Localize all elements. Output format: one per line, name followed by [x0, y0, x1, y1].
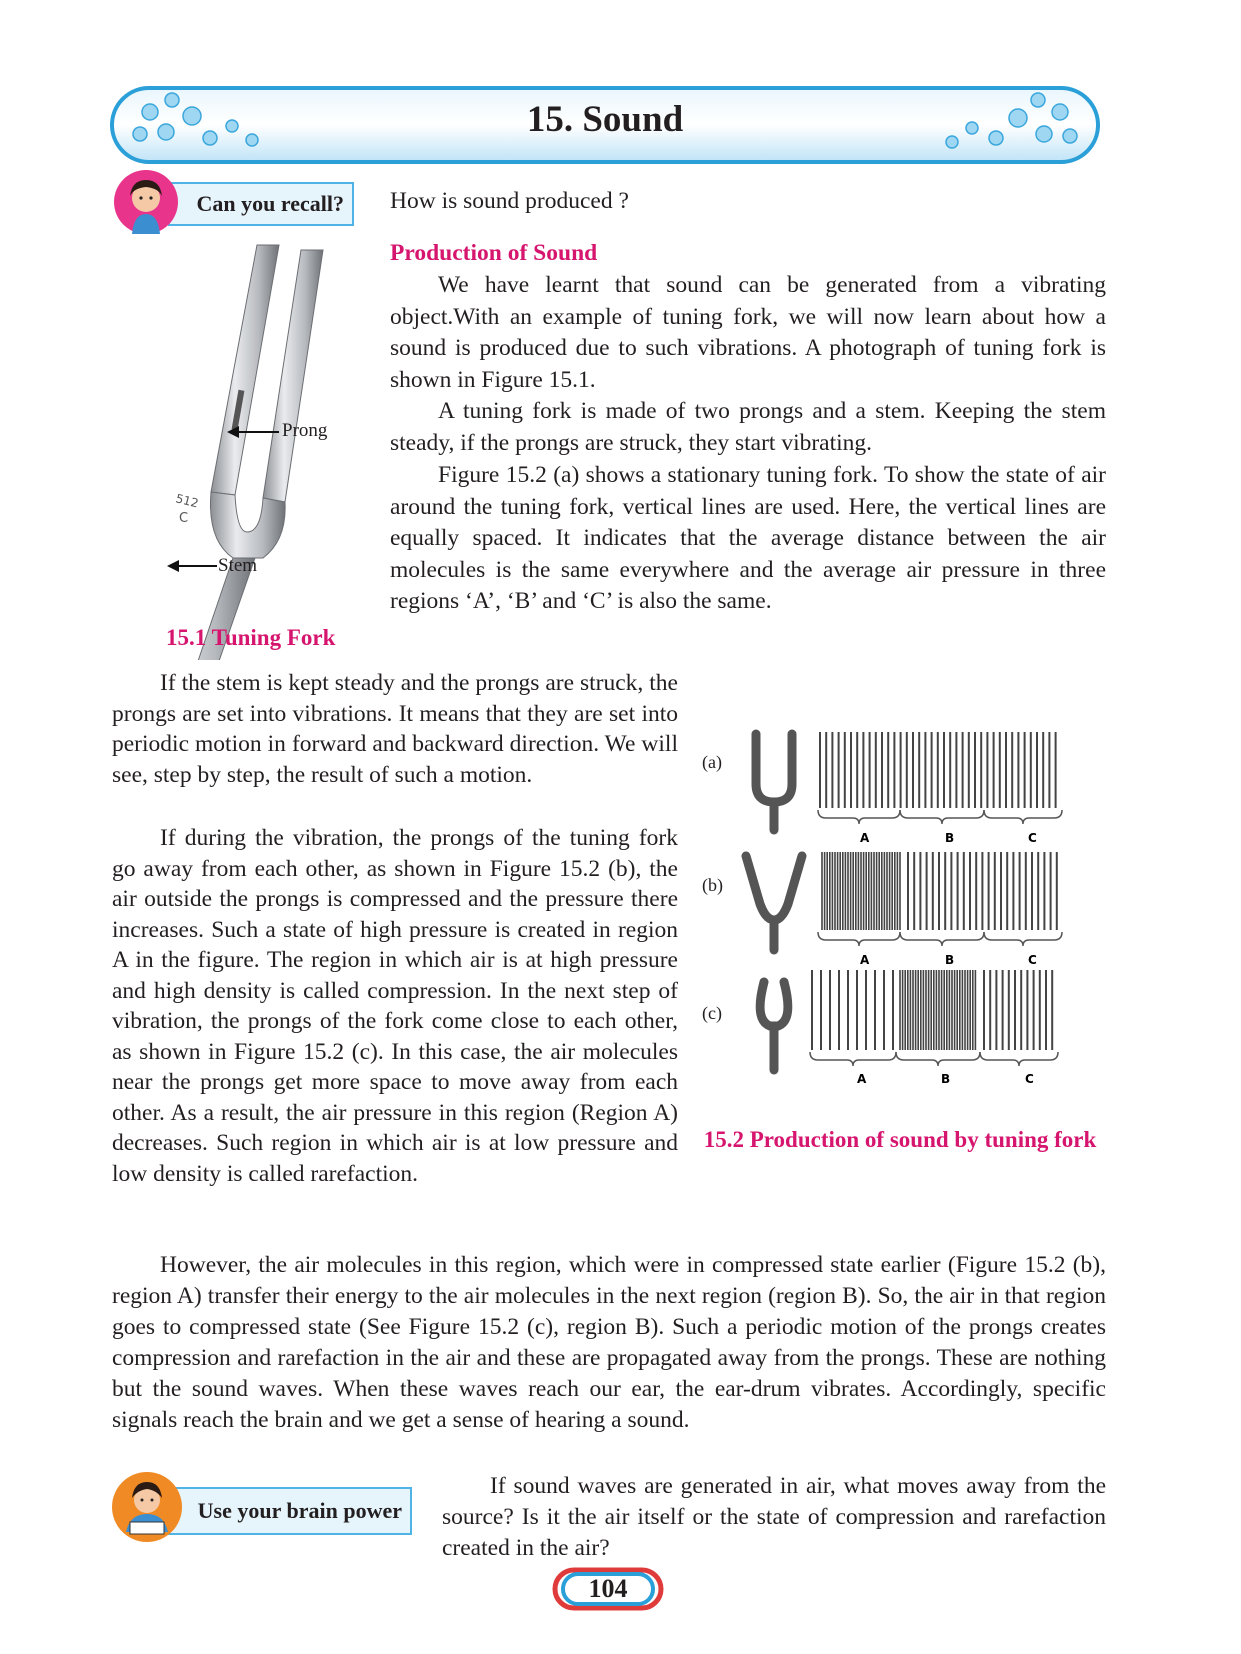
- figure-15-2-diagram: [700, 720, 1100, 1100]
- paragraph-5: If during the vibration, the prongs of the tuning fork go away from each other, as shown in Figure 15.2 (b), the air outside the prongs is compressed and the pressure there increases. Such a state of high pressure is created in region A in the figure. The region in which air is at high pressure and high density is called compression. In the next step of vibration, the prongs of the fork come close to each other, as shown in Figure 15.2 (c). In this case, the air molecules near the prongs get more space to move away from each other. As a result, the air pressure in this region (Region A) decreases. Such region in which air is at low pressure and low density is called rarefaction.: [112, 825, 678, 1187]
- paragraph-6: However, the air molecules in this region, which were in compressed state earlier (Figure 15.2 (b), region A) transfer their energy to the air molecules in the next region (region B). So, the air in that region goes to compressed state (See Figure 15.2 (c), region B). Such a periodic motion of the prongs creates compression and rarefaction in the air and these are propagated away from the prongs. These are nothing but the sound waves. When these waves reach our ear, the ear-drum vibrates. Accordingly, specific signals reach the brain and we get a sense of hearing a sound.: [112, 1252, 1106, 1433]
- region-brace: [896, 1052, 980, 1066]
- use-your-brain-power-badge: [168, 1487, 412, 1535]
- chapter-title: 15. Sound: [526, 99, 684, 140]
- region-brace: [984, 932, 1062, 946]
- region-brace: [984, 810, 1062, 824]
- region-braces-c: [810, 1052, 1058, 1066]
- figure-15-2-caption: 15.2 Production of sound by tuning fork: [703, 1127, 1097, 1152]
- figure-15-1-caption: 15.1 Tuning Fork: [166, 625, 336, 650]
- row-b-region-a: A: [860, 953, 870, 967]
- prong-label: Prong: [282, 420, 328, 441]
- fork-b-icon: [746, 856, 802, 950]
- row-a-region-c: C: [1028, 831, 1037, 845]
- air-lines-b: [822, 852, 1057, 930]
- region-braces-b: [818, 932, 1062, 946]
- figure-row-c-label: (c): [702, 1003, 722, 1023]
- row-c-region-c: C: [1025, 1072, 1034, 1086]
- fork-c-icon: [760, 982, 788, 1070]
- tuning-fork-photo: [115, 240, 365, 660]
- row-b-region-b: B: [945, 953, 955, 967]
- paragraph-2: A tuning fork is made of two prongs and a stem. Keeping the stem steady, if the prongs are struck, they start vibrating.: [390, 398, 1106, 456]
- paragraph-4: If the stem is kept steady and the prongs are struck, the prongs are set into vibrations. It means that they are set into periodic motion in forward and backward direction. We will see, step by step, the result of such a motion.: [112, 670, 678, 788]
- section-heading: Production of Sound: [390, 240, 598, 266]
- region-brace: [900, 810, 984, 824]
- air-lines-c: [812, 970, 1052, 1050]
- paragraph-3: Figure 15.2 (a) shows a stationary tuning fork. To show the state of air around the tuning fork, vertical lines are used. Here, the vertical lines are equally spaced. It indicates that the average distance between the air molecules is the same everywhere and the average air pressure in three regions ‘A’, ‘B’ and ‘C’ is also the same.: [390, 462, 1106, 614]
- figure-row-a-label: (a): [702, 752, 722, 772]
- region-brace: [810, 1052, 896, 1066]
- row-a-region-a: A: [860, 831, 870, 845]
- recall-question: How is sound produced ?: [390, 188, 629, 214]
- row-c-region-b: B: [941, 1072, 951, 1086]
- stem-label: Stem: [218, 555, 258, 576]
- use-your-brain-power-label: Use your brain power: [197, 1498, 402, 1523]
- air-lines-a: [820, 732, 1056, 808]
- row-c-region-a: A: [857, 1072, 867, 1086]
- paragraph-1: We have learnt that sound can be generated from a vibrating object.With an example of tuning fork, we will now learn about how a sound is produced due to such vibrations. A photograph of tuning fork is shown in Figure 15.1.: [390, 272, 1106, 393]
- region-brace: [900, 932, 984, 946]
- fork-stamp-c: C: [179, 511, 189, 526]
- row-b-region-c: C: [1028, 953, 1037, 967]
- can-you-recall-label: Can you recall?: [196, 191, 344, 216]
- region-brace: [818, 810, 900, 824]
- page-number: 104: [588, 1574, 628, 1603]
- fork-stamp-512: 512: [174, 491, 200, 511]
- brain-power-question: If sound waves are generated in air, what moves away from the source? Is it the air itself or the state of compression and rarefaction created in the air?: [442, 1473, 1106, 1561]
- region-braces-a: [818, 810, 1062, 824]
- region-brace: [980, 1052, 1058, 1066]
- girl-reading-icon: [110, 1470, 184, 1544]
- can-you-recall-badge: [168, 182, 354, 226]
- figure-row-b-label: (b): [702, 875, 723, 895]
- fork-a-icon: [756, 734, 792, 830]
- row-a-region-b: B: [945, 831, 955, 845]
- girl-thinking-icon: [112, 168, 180, 236]
- region-brace: [818, 932, 900, 946]
